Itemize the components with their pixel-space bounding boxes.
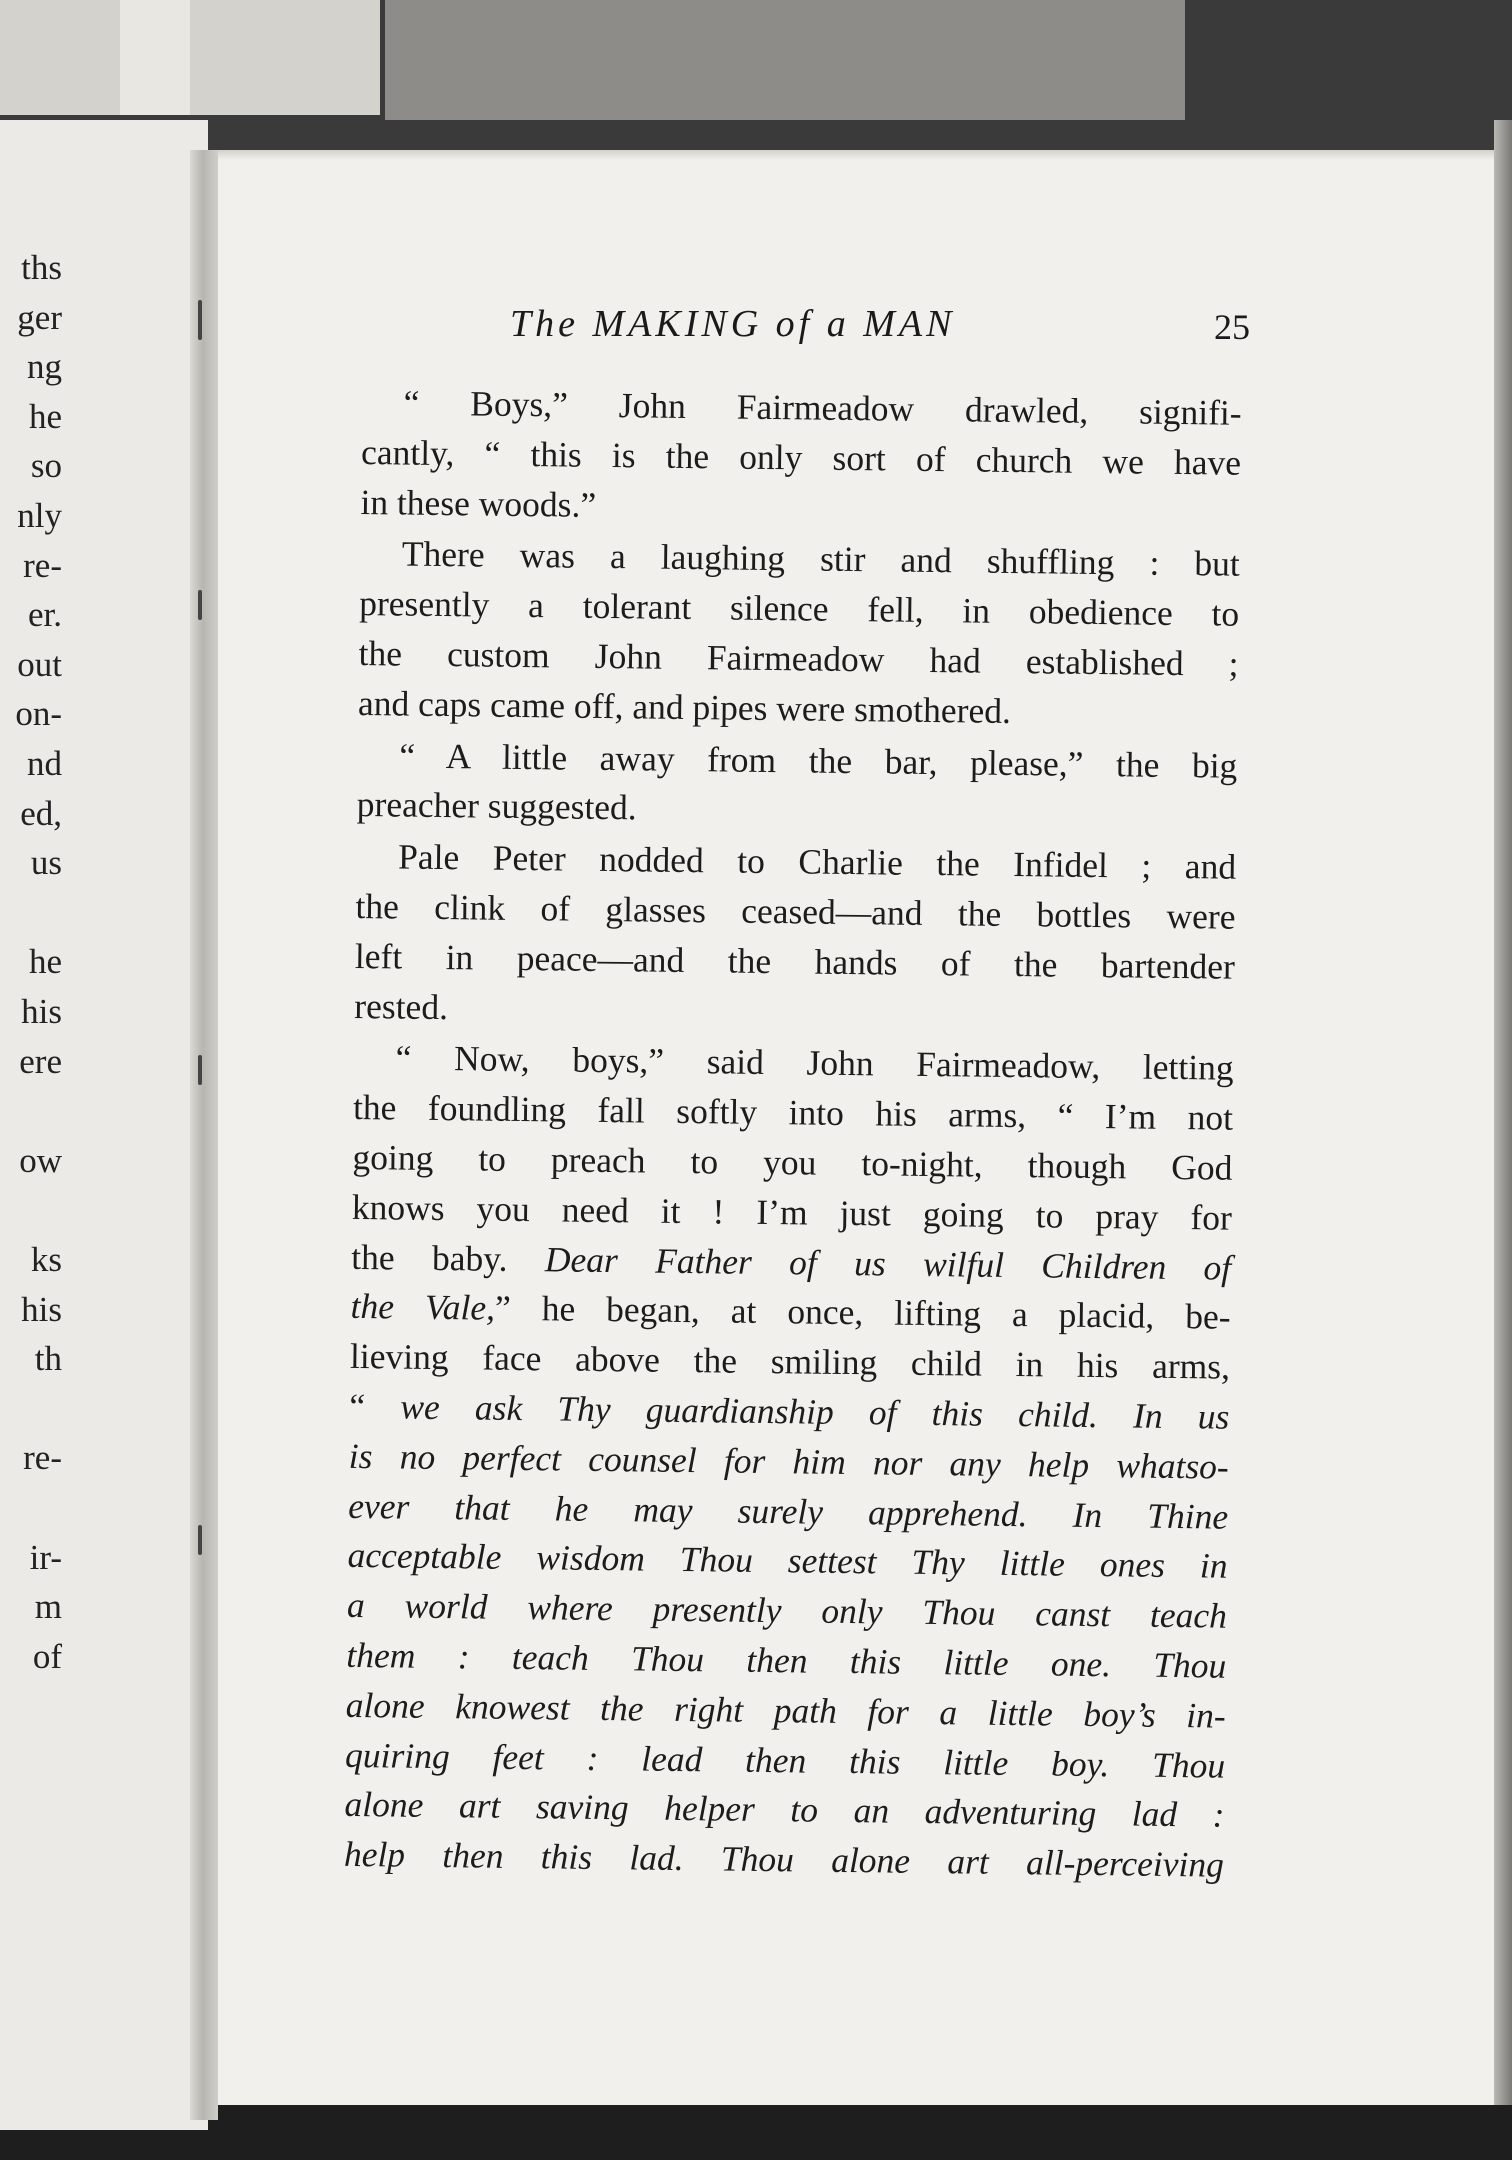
text-line-italic: them : teach Thou then this little one. Thou [346, 1634, 1227, 1686]
paragraph-4 [354, 832, 1236, 1042]
left-page-fragment: he [28, 942, 62, 982]
text-line: knows you need it ! I’m just going to pray for [351, 1186, 1233, 1238]
left-page-fragment: er. [27, 595, 62, 635]
left-page-fragment: his [21, 992, 62, 1031]
text-line: the clink of glasses ceased—and the bottles were [355, 885, 1236, 937]
left-page-fragment: ere [19, 1041, 62, 1081]
paragraph-3 [356, 731, 1237, 841]
italic-segment: we ask Thy guardianship of this child. In us [400, 1386, 1230, 1437]
text-line: going to preach to you to-night, though God [352, 1136, 1233, 1188]
binding-stitch [198, 590, 202, 620]
running-title: The MAKING of a MAN [510, 303, 956, 345]
left-page [0, 120, 208, 2130]
text-line: the foundling fall softly into his arms, “ I’m not [352, 1087, 1234, 1138]
text-line: lieving face above the smiling child in his arms, [349, 1336, 1231, 1387]
left-page-fragment: us [30, 843, 62, 883]
left-page-fragment: so [30, 446, 62, 486]
paragraph-5 [344, 1033, 1234, 1890]
text-line-italic: alone knowest the right path for a little boy’s in- [345, 1684, 1226, 1736]
page-edge [1494, 120, 1512, 2105]
italic-segment: the Vale, [350, 1286, 496, 1329]
ribbon-fold [120, 0, 190, 115]
text-line: in these woods.” [360, 481, 597, 525]
text-line: preacher suggested. [356, 784, 637, 828]
paragraph-1 [360, 378, 1242, 538]
text-line-italic: ever that he may surely apprehend. In Thine [347, 1485, 1229, 1537]
text-line-italic: help then this lad. Thou alone art all-perceiving [343, 1834, 1225, 1885]
left-page-fragment: m [34, 1587, 62, 1627]
text-line: left in peace—and the hands of the bartender [354, 935, 1236, 987]
background-bottom [0, 2105, 1512, 2160]
text-line-italic: alone art saving helper to an adventuring lad : [344, 1784, 1225, 1835]
text-line: There was a laughing stir and shuffling : but [401, 533, 1241, 585]
text-line: cantly, “ this is the only sort of church we have [360, 431, 1242, 483]
roman-segment: “ [349, 1385, 401, 1427]
text-line: presently a tolerant silence fell, in obedience to [359, 583, 1240, 634]
page-number: 25 [1214, 307, 1250, 347]
binding-stitch [198, 300, 202, 340]
roman-segment: ” he began, at once, lifting a placid, be- [494, 1288, 1231, 1338]
left-page-fragment: th [34, 1339, 62, 1379]
text-line-italic: is no perfect counsel for him nor any help whatso- [348, 1435, 1230, 1487]
white-ribbon [0, 0, 380, 115]
left-page-fragment: his [21, 1289, 62, 1329]
text-line: “ Now, boys,” said John Fairmeadow, letting [395, 1037, 1234, 1089]
left-page-fragment: of [32, 1636, 62, 1676]
left-page-fragment: re- [23, 1438, 62, 1478]
left-page-fragment: ir- [29, 1537, 62, 1577]
left-page-fragment: ow [19, 1140, 62, 1180]
text-line: Pale Peter nodded to Charlie the Infidel ; and [397, 836, 1237, 887]
left-page-fragment: he [28, 396, 62, 436]
binding-stitch [198, 1055, 202, 1085]
text-line: rested. [354, 985, 449, 1027]
left-page-fragment: re- [23, 545, 62, 585]
left-page-fragment: ger [17, 297, 62, 337]
left-page-fragment: nd [27, 744, 62, 783]
left-page-fragment: nly [17, 496, 62, 535]
book-gutter [190, 150, 218, 2120]
left-page-fragment: on- [15, 694, 62, 734]
text-line: “ A little away from the bar, please,” the big [399, 735, 1238, 786]
italic-segment: Dear Father of us wilful Children of [544, 1238, 1232, 1288]
text-line: and caps came off, and pipes were smothered. [357, 682, 1012, 731]
roman-segment: the baby. [351, 1236, 508, 1279]
left-page-fragment: ng [27, 347, 62, 387]
text-line: “ Boys,” John Fairmeadow drawled, signifi- [403, 382, 1242, 433]
background-card [385, 0, 1185, 120]
body-text [344, 378, 1242, 1891]
text-line-italic: quiring feet : lead then this little boy. Thou [344, 1734, 1226, 1786]
paragraph-2 [358, 529, 1240, 739]
left-page-fragment: ed, [20, 793, 62, 833]
running-head [510, 302, 1250, 352]
page-shadow [208, 150, 1496, 160]
left-page-fragment: ks [30, 1240, 62, 1279]
text-line-italic: a world where presently only Thou canst teach [346, 1585, 1228, 1636]
text-line-italic: acceptable wisdom Thou settest Thy little ones in [347, 1535, 1228, 1586]
text-line: the custom John Fairmeadow had established ; [358, 632, 1239, 684]
binding-stitch [198, 1525, 202, 1555]
left-page-fragment: out [17, 644, 62, 684]
left-page-fragment: ths [21, 248, 62, 287]
